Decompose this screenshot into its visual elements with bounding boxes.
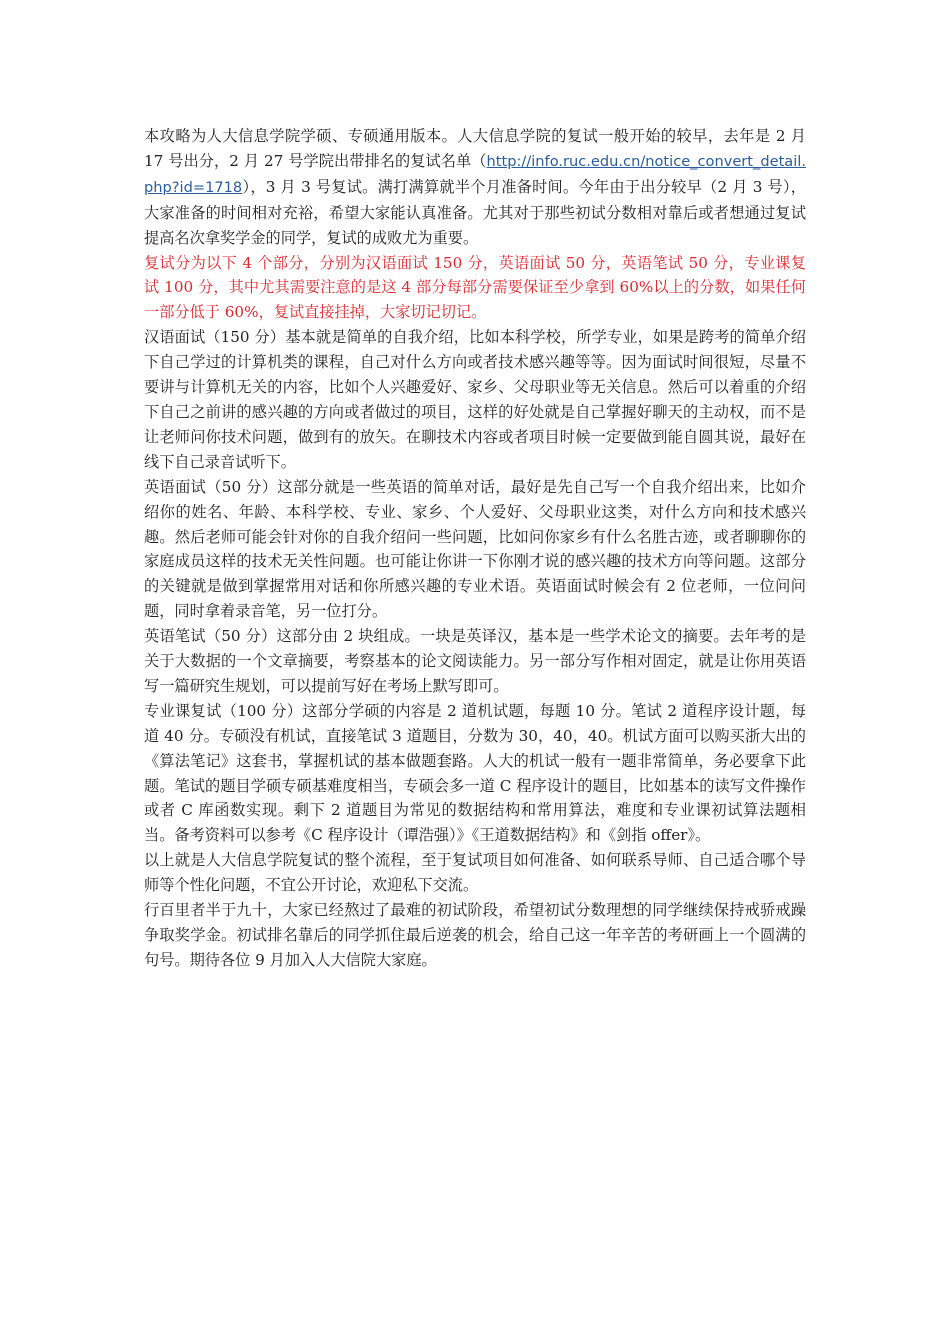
paragraph-english-written: 英语笔试（50 分）这部分由 2 块组成。一块是英译汉，基本是一些学术论文的摘要。去年考的是关于大数据的一个文章摘要，考察基本的论文阅读能力。另一部分写作相对固定，就是让你用英语写一篇研究生规划，可以提前写好在考场上默写即可。 — [144, 627, 806, 695]
intro-text-before-link: 本攻略为人大信息学院学硕、专硕通用版本。人大信息学院的复试一般开始的较早，去年是 2 月 17 号出分，2 月 27 号学院出带排名的复试名单（ — [144, 127, 806, 170]
paragraph-summary: 以上就是人大信息学院复试的整个流程，至于复试项目如何准备、如何联系导师、自己适合哪个导师等个性化问题，不宜公开讨论，欢迎私下交流。 — [144, 851, 806, 895]
paragraph-professional-exam: 专业课复试（100 分）这部分学硕的内容是 2 道机试题，每题 10 分。笔试 2 道程序设计题，每道 40 分。专硕没有机试，直接笔试 3 道题目，分数为 30，40，40。机试方面可以购买浙大出的《算法笔记》这套书，掌握机试的基本做题套路。人大的机试一般有一题非常简单，务必要拿下此题。笔试的题目学硕专硕基难度相当，专硕会多一道 C 程序设计的题目，比如基本的读写文件操作或者 C 库函数实现。剩下 2 道题目为常见的数据结构和常用算法，难度和专业课初试算法题相当。备考资料可以参考《C 程序设计（谭浩强）》《王道数据结构》和《剑指 offer》。 — [144, 701, 806, 845]
paragraph-structure-warning: 复试分为以下 4 个部分，分别为汉语面试 150 分，英语面试 50 分，英语笔试 50 分，专业课复试 100 分，其中尤其需要注意的是这 4 部分每部分需要保证至少拿到 60%以上的分数，如果任何一部分低于 60%，复试直接挂掉，大家切记切记。 — [144, 253, 806, 322]
paragraph-intro — [144, 124, 806, 251]
paragraph-chinese-interview: 汉语面试（150 分）基本就是简单的自我介绍，比如本科学校，所学专业，如果是跨考的简单介绍下自己学过的计算机类的课程，自己对什么方向或者技术感兴趣等等。因为面试时间很短，尽量不要讲与计算机无关的内容，比如个人兴趣爱好、家乡、父母职业等无关信息。然后可以着重的介绍下自己之前讲的感兴趣的方向或者做过的项目，这样的好处就是自己掌握好聊天的主动权，而不是让老师问你技术问题，做到有的放矢。在聊技术内容或者项目时候一定要做到能自圆其说，最好在线下自己录音试听下。 — [144, 328, 806, 471]
document-body — [144, 124, 806, 973]
paragraph-closing: 行百里者半于九十，大家已经熬过了最难的初试阶段，希望初试分数理想的同学继续保持戒骄戒躁争取奖学金。初试排名靠后的同学抓住最后逆袭的机会，给自己这一年辛苦的考研画上一个圆满的句号。期待各位 9 月加入人大信院大家庭。 — [144, 901, 806, 969]
notice-link[interactable]: http://info.ruc.edu.cn/notice_convert_detail.php?id=1718 — [144, 152, 806, 196]
paragraph-english-interview: 英语面试（50 分）这部分就是一些英语的简单对话，最好是先自己写一个自我介绍出来，比如介绍你的姓名、年龄、本科学校、专业、家乡、个人爱好、父母职业这类，对什么方向和技术感兴趣。然后老师可能会针对你的自我介绍问一些问题，比如问你家乡有什么名胜古迹，或者聊聊你的家庭成员这样的技术无关性问题。也可能让你讲一下你刚才说的感兴趣的技术方向等问题。这部分的关键就是做到掌握常用对话和你所感兴趣的专业术语。英语面试时候会有 2 位老师，一位问问题，同时拿着录音笔，另一位打分。 — [144, 477, 806, 621]
intro-text-after-link: ），3 月 3 号复试。满打满算就半个月准备时间。今年由于出分较早（2 月 3 号），大家准备的时间相对充裕，希望大家能认真准备。尤其对于那些初试分数相对靠后或者想通过复试提高名次拿奖学金的同学，复试的成败尤为重要。 — [144, 177, 806, 247]
